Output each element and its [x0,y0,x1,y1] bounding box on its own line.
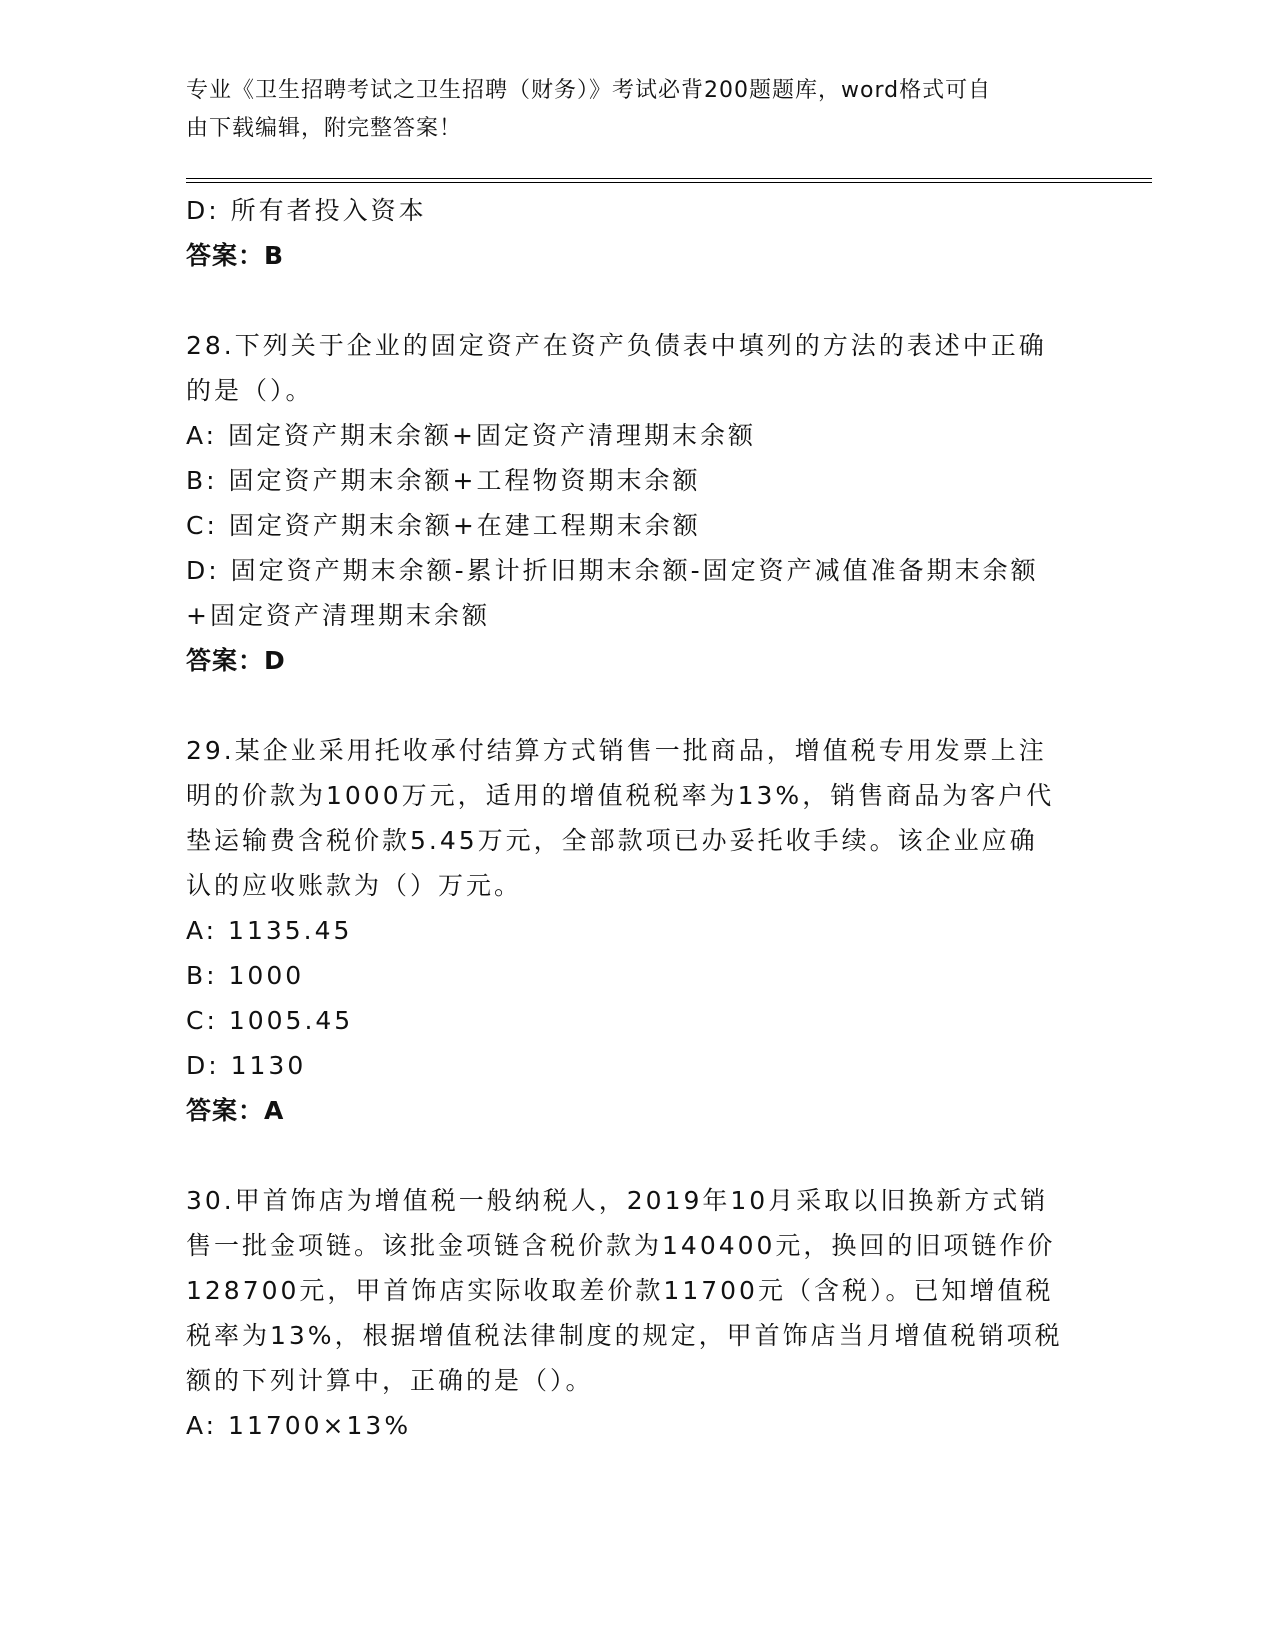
header-divider-top [186,178,1152,179]
stem-line: 明的价款为1000万元，适用的增值税税率为13%，销售商品为客户代 [186,781,1055,810]
stem-line: 垫运输费含税价款5.45万元，全部款项已办妥托收手续。该企业应确 [186,826,1038,855]
header-line-1: 专业《卫生招聘考试之卫生招聘（财务）》考试必背200题题库，word格式可自 [186,78,992,103]
stem-line: 29.某企业采用托收承付结算方式销售一批商品，增值税专用发票上注 [186,736,1047,765]
question-stem [186,728,1086,908]
question-stem [186,323,1086,413]
stem-line: 额的下列计算中，正确的是（）。 [186,1366,594,1395]
stem-line: 的是（）。 [186,376,314,405]
question-29 [186,728,1086,1133]
stem-line: 128700元，甲首饰店实际收取差价款11700元（含税）。已知增值税 [186,1276,1054,1305]
spacer [186,278,1086,323]
stem-line: 认的应收账款为（）万元。 [186,871,523,900]
option-a: A: 固定资产期末余额+固定资产清理期末余额 [186,421,756,450]
header-divider-bottom [186,182,1152,183]
option-a: A: 1135.45 [186,916,353,945]
stem-line: 30.甲首饰店为增值税一般纳税人，2019年10月采取以旧换新方式销 [186,1186,1049,1215]
question-28 [186,323,1086,683]
option-a: A: 11700×13% [186,1411,412,1440]
answer: 答案：D [186,646,286,675]
answer: 答案：A [186,1096,285,1125]
option-c: C: 1005.45 [186,1006,354,1035]
stem-line: 28.下列关于企业的固定资产在资产负债表中填列的方法的表述中正确 [186,331,1047,360]
option-b: B: 固定资产期末余额+工程物资期末余额 [186,466,701,495]
stem-line: 售一批金项链。该批金项链含税价款为140400元，换回的旧项链作价 [186,1231,1056,1260]
document-header [186,72,1066,148]
option-d: D: 所有者投入资本 [186,196,427,225]
option-b: B: 1000 [186,961,305,990]
header-line-2: 由下载编辑，附完整答案！ [186,116,463,141]
question-30 [186,1178,1086,1448]
option-d-continued: +固定资产清理期末余额 [186,601,490,630]
question-list [186,188,1086,1448]
answer: 答案：B [186,241,285,270]
spacer [186,1133,1086,1178]
question-27 [186,188,1086,278]
stem-line: 税率为13%，根据增值税法律制度的规定，甲首饰店当月增值税销项税 [186,1321,1063,1350]
option-c: C: 固定资产期末余额+在建工程期末余额 [186,511,701,540]
option-d: D: 1130 [186,1051,307,1080]
spacer [186,683,1086,728]
question-stem [186,1178,1086,1403]
option-d: D: 固定资产期末余额-累计折旧期末余额-固定资产减值准备期末余额 [186,556,1039,585]
